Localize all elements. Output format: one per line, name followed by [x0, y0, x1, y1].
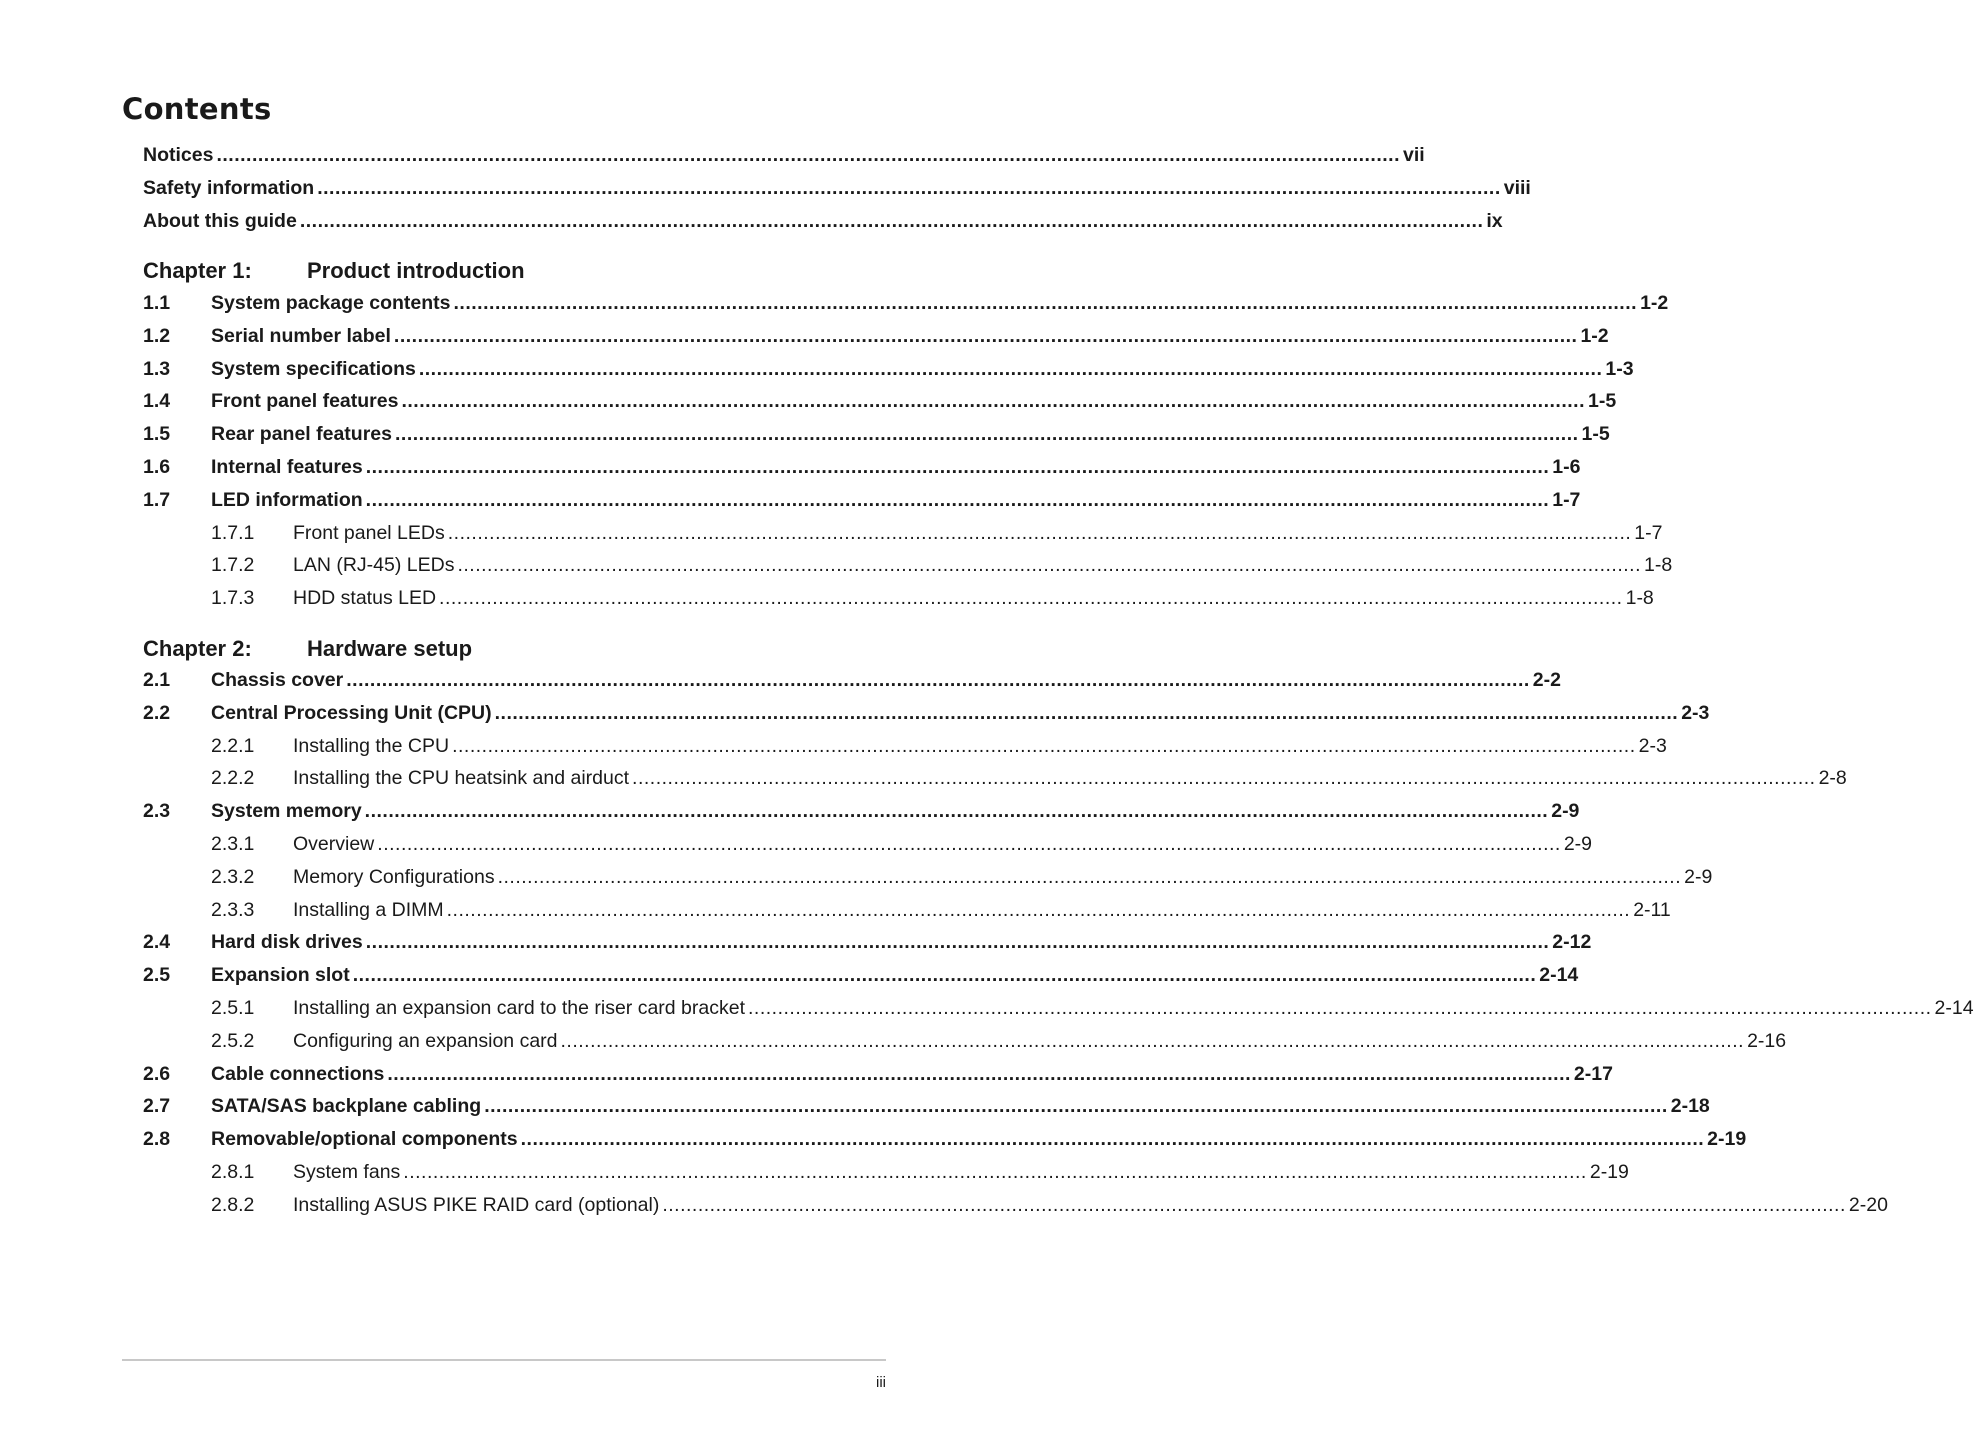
entry-title: Memory Configurations — [293, 865, 495, 888]
dot-leader: ........................................................................................................................................................................................................ — [494, 701, 1679, 724]
page-number: iii — [876, 1374, 886, 1391]
toc-entry[interactable] — [143, 488, 1581, 519]
toc-entry[interactable] — [143, 144, 1425, 174]
dot-leader: ........................................................................................................................................................................................................ — [352, 964, 1537, 987]
dot-leader: ........................................................................................................................................................................................................ — [346, 669, 1530, 691]
entry-number: 2.1 — [143, 669, 171, 691]
toc-entry[interactable] — [143, 357, 1634, 388]
dot-leader: ........................................................................................................................................................................................................ — [393, 324, 1578, 347]
entry-number: 2.5 — [143, 964, 171, 987]
entry-page: 2-9 — [1551, 800, 1580, 823]
toc-entry[interactable] — [143, 1128, 1747, 1158]
entry-number: 2.2 — [143, 701, 171, 724]
entry-number: 1.7.3 — [211, 587, 255, 610]
entry-number: 1.3 — [143, 357, 171, 380]
entry-title: Chassis cover — [211, 669, 344, 691]
toc-entry[interactable] — [143, 931, 1592, 961]
entry-page: 2-16 — [1747, 1029, 1787, 1052]
dot-leader: ........................................................................................................................................................................................................ — [395, 423, 1579, 446]
entry-title: Overview — [293, 833, 375, 855]
dot-leader: ........................................................................................................................................................................................................ — [387, 1062, 1571, 1085]
entry-title: LED information — [211, 488, 363, 511]
entry-number: 2.4 — [143, 931, 171, 954]
entry-page: 2-18 — [1670, 1095, 1710, 1118]
entry-page: 2-12 — [1552, 931, 1592, 954]
entry-title: SATA/SAS backplane cabling — [211, 1095, 482, 1118]
dot-leader: ........................................................................................................................................................................................................ — [748, 997, 1932, 1019]
entry-title: Configuring an expansion card — [293, 1029, 558, 1052]
chapter-heading — [143, 258, 525, 288]
entry-number: 1.7 — [143, 488, 171, 511]
entry-number: 1.2 — [143, 324, 171, 347]
dot-leader: ........................................................................................................................................................................................................ — [560, 1029, 1745, 1052]
toc-subentry[interactable] — [211, 1029, 1787, 1060]
toc-subentry[interactable] — [211, 898, 1671, 929]
entry-page: 1-2 — [1640, 292, 1669, 314]
chapter-title: Product introduction — [307, 258, 525, 283]
entry-page: 2-17 — [1573, 1062, 1613, 1085]
toc-subentry[interactable] — [211, 767, 1847, 797]
entry-title: System package contents — [211, 292, 451, 314]
entry-title: LAN (RJ-45) LEDs — [293, 554, 455, 577]
entry-page: 1-6 — [1552, 456, 1581, 478]
dot-leader: ........................................................................................................................................................................................................ — [418, 357, 1603, 380]
toc-entry[interactable] — [143, 423, 1610, 453]
entry-page: 1-5 — [1588, 390, 1617, 413]
dot-leader: ........................................................................................................................................................................................................ — [365, 931, 1550, 954]
entry-title: Installing the CPU heatsink and airduct — [293, 767, 630, 790]
entry-number: 2.3.3 — [211, 898, 255, 921]
entry-number: 2.8.1 — [211, 1161, 255, 1183]
entry-page: 2-19 — [1707, 1128, 1747, 1151]
entry-page: 2-8 — [1818, 767, 1847, 790]
entry-page: 2-9 — [1684, 865, 1713, 888]
entry-number: 1.1 — [143, 292, 171, 314]
chapter-label: Chapter 1: — [143, 258, 252, 283]
dot-leader: ........................................................................................................................................................................................................ — [377, 833, 1561, 855]
entry-number: 1.4 — [143, 390, 171, 413]
dot-leader: ........................................................................................................................................................................................................ — [365, 456, 1550, 478]
entry-title: Central Processing Unit (CPU) — [211, 701, 492, 724]
entry-number: 1.5 — [143, 423, 171, 446]
entry-title: Rear panel features — [211, 423, 392, 446]
entry-number: 2.7 — [143, 1095, 171, 1118]
entry-title: Cable connections — [211, 1062, 385, 1085]
entry-title: Installing a DIMM — [293, 898, 444, 921]
entry-title: System memory — [211, 800, 362, 823]
entry-page: 2-3 — [1681, 701, 1710, 724]
dot-leader: ........................................................................................................................................................................................................ — [216, 144, 1400, 166]
entry-page: 2-14 — [1934, 997, 1974, 1019]
entry-title: Expansion slot — [211, 964, 350, 987]
entry-number: 2.5.1 — [211, 997, 255, 1019]
entry-page: 1-2 — [1580, 324, 1609, 347]
entry-title: Front panel LEDs — [293, 521, 445, 544]
toc-subentry[interactable] — [211, 554, 1673, 584]
dot-leader: ........................................................................................................................................................................................................ — [446, 898, 1631, 921]
entry-title: Installing an expansion card to the riser card bracket — [293, 997, 745, 1019]
entry-page: 1-7 — [1634, 521, 1663, 544]
footer-rule — [122, 1359, 886, 1361]
entry-number: 2.6 — [143, 1062, 171, 1085]
toc-subentry[interactable] — [211, 734, 1667, 765]
toc-entry[interactable] — [143, 292, 1669, 322]
entry-page: 2-20 — [1848, 1193, 1888, 1216]
entry-page: 1-8 — [1625, 587, 1654, 610]
dot-leader: ........................................................................................................................................................................................................ — [632, 767, 1816, 790]
chapter-label: Chapter 2: — [143, 636, 252, 661]
toc-entry[interactable] — [143, 964, 1579, 994]
toc-subentry[interactable] — [211, 1193, 1888, 1224]
entry-number: 2.3.2 — [211, 865, 255, 888]
toc-entry[interactable] — [143, 324, 1609, 355]
entry-page: ix — [1486, 209, 1503, 232]
entry-title: Installing the CPU — [293, 734, 450, 757]
chapter-heading — [143, 636, 472, 666]
toc-entry[interactable] — [143, 176, 1531, 207]
entry-title: Installing ASUS PIKE RAID card (optional) — [293, 1193, 660, 1216]
dot-leader: ........................................................................................................................................................................................................ — [299, 209, 1484, 232]
toc-subentry[interactable] — [211, 587, 1654, 617]
toc-subentry[interactable] — [211, 833, 1593, 863]
entry-title: System specifications — [211, 357, 416, 380]
entry-page: 1-3 — [1605, 357, 1634, 380]
entry-title: System fans — [293, 1161, 401, 1183]
entry-page: 1-5 — [1581, 423, 1610, 446]
entry-page: 2-2 — [1532, 669, 1561, 691]
entry-number: 2.2.2 — [211, 767, 255, 790]
dot-leader: ........................................................................................................................................................................................................ — [453, 292, 1638, 314]
toc-entry[interactable] — [143, 669, 1561, 699]
entry-number: 1.7.1 — [211, 521, 255, 544]
dot-leader: ........................................................................................................................................................................................................ — [484, 1095, 1668, 1118]
entry-page: 1-7 — [1552, 488, 1581, 511]
entry-number: 1.6 — [143, 456, 171, 478]
dot-leader: ........................................................................................................................................................................................................ — [365, 488, 1550, 511]
entry-title: Safety information — [143, 176, 315, 199]
dot-leader: ........................................................................................................................................................................................................ — [452, 734, 1636, 757]
entry-title: Removable/optional components — [211, 1128, 518, 1151]
entry-title: HDD status LED — [293, 587, 437, 610]
toc-subentry[interactable] — [211, 1161, 1629, 1191]
entry-title: Hard disk drives — [211, 931, 363, 954]
dot-leader: ........................................................................................................................................................................................................ — [497, 865, 1682, 888]
toc-subentry[interactable] — [211, 865, 1713, 896]
entry-number: 2.3.1 — [211, 833, 255, 855]
dot-leader: ........................................................................................................................................................................................................ — [520, 1128, 1705, 1151]
entry-page: 2-3 — [1638, 734, 1667, 757]
entry-number: 2.8.2 — [211, 1193, 255, 1216]
entry-page: 2-14 — [1539, 964, 1579, 987]
toc-entry[interactable] — [143, 209, 1503, 240]
toc-subentry[interactable] — [211, 521, 1663, 552]
toc-entry[interactable] — [143, 1062, 1613, 1093]
entry-title: Serial number label — [211, 324, 391, 347]
entry-page: 2-9 — [1563, 833, 1593, 855]
page-title: Contents — [122, 92, 272, 126]
dot-leader: ........................................................................................................................................................................................................ — [439, 587, 1623, 610]
entry-title: Front panel features — [211, 390, 399, 413]
toc-entry[interactable] — [143, 701, 1710, 732]
chapter-title: Hardware setup — [307, 636, 473, 661]
dot-leader: ........................................................................................................................................................................................................ — [401, 390, 1585, 413]
entry-page: viii — [1503, 176, 1531, 199]
dot-leader: ........................................................................................................................................................................................................ — [364, 800, 1549, 823]
entry-number: 2.3 — [143, 800, 171, 823]
dot-leader: ........................................................................................................................................................................................................ — [662, 1193, 1846, 1216]
toc-entry[interactable] — [143, 390, 1617, 420]
entry-number: 1.7.2 — [211, 554, 255, 577]
entry-page: vii — [1403, 144, 1425, 166]
toc-subentry[interactable] — [211, 997, 1974, 1027]
entry-page: 2-19 — [1589, 1161, 1629, 1183]
dot-leader: ........................................................................................................................................................................................................ — [403, 1161, 1587, 1183]
entry-number: 2.5.2 — [211, 1029, 255, 1052]
entry-title: Notices — [143, 144, 214, 166]
entry-page: 2-11 — [1633, 898, 1671, 921]
entry-title: About this guide — [143, 209, 297, 232]
dot-leader: ........................................................................................................................................................................................................ — [317, 176, 1501, 199]
dot-leader: ........................................................................................................................................................................................................ — [447, 521, 1632, 544]
entry-page: 1-8 — [1644, 554, 1673, 577]
toc-entry[interactable] — [143, 800, 1580, 830]
entry-title: Internal features — [211, 456, 363, 478]
entry-number: 2.2.1 — [211, 734, 255, 757]
toc-entry[interactable] — [143, 1095, 1710, 1125]
entry-number: 2.8 — [143, 1128, 171, 1151]
dot-leader: ........................................................................................................................................................................................................ — [457, 554, 1642, 577]
toc-entry[interactable] — [143, 456, 1581, 486]
